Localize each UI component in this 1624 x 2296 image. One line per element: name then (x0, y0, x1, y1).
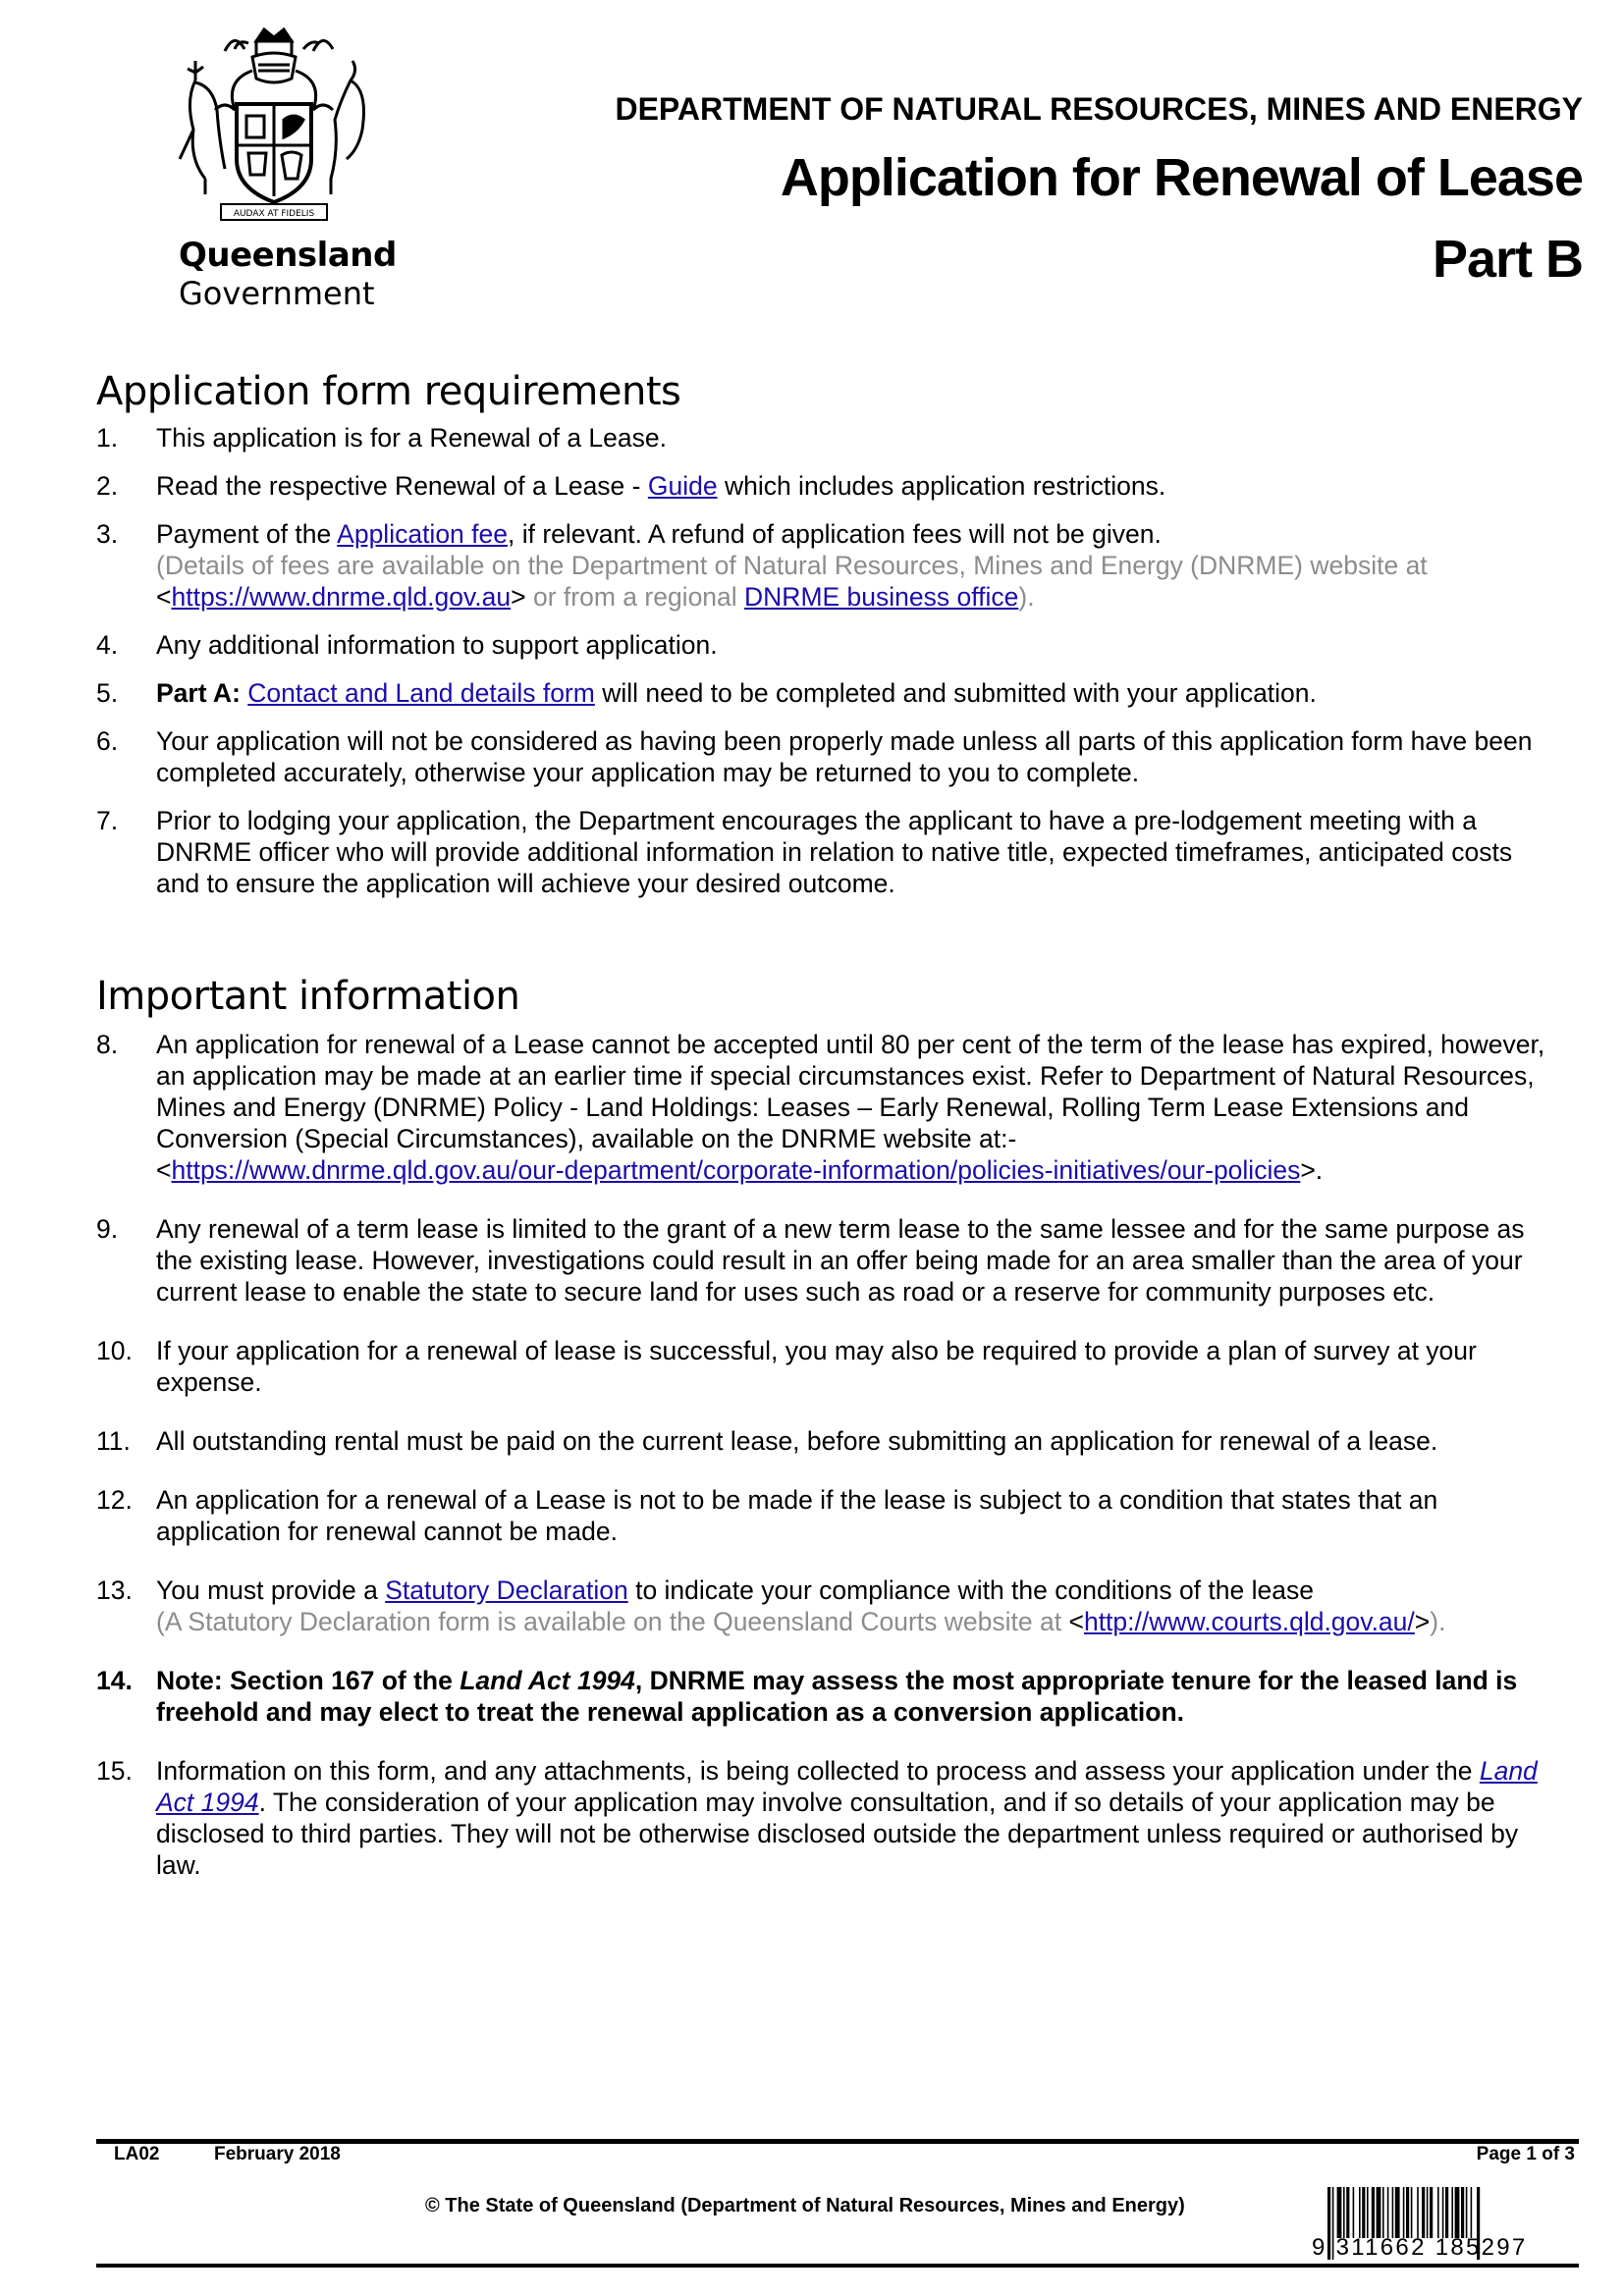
bracket-open: < (1068, 1607, 1084, 1636)
department-name: DEPARTMENT OF NATURAL RESOURCES, MINES AND ENERGY (615, 91, 1583, 127)
item-text: All outstanding rental must be paid on the current lease, before submitting an application for renewal of a lease. (156, 1426, 1438, 1456)
item-number: 14. (96, 1666, 133, 1695)
item-text: Read the respective Renewal of a Lease - (156, 471, 648, 501)
form-date: February 2018 (214, 2144, 341, 2164)
item-number: 4. (96, 630, 119, 660)
guide-link[interactable]: Guide (647, 471, 718, 501)
form-part: Part B (1432, 230, 1583, 289)
act-name: Land Act 1994 (460, 1666, 635, 1695)
item-number: 12. (96, 1485, 133, 1515)
important-list (96, 1029, 1549, 1881)
item-bold: Part A: (156, 678, 241, 708)
important-heading: Important information (96, 974, 520, 1019)
item-number: 5. (96, 678, 119, 708)
item-text: . The consideration of your application may involve consultation, and if so details of your application may be disclosed to third parties. They will not be otherwise disclosed outside the department unless required or authorised by law. (156, 1788, 1519, 1880)
list-item (96, 1029, 1549, 1186)
list-item (96, 725, 1549, 788)
list-item (96, 1425, 1549, 1457)
item-number: 7. (96, 806, 119, 835)
item-text: Payment of the (156, 519, 338, 549)
item-text: This application is for a Renewal of a Lease. (156, 423, 667, 453)
list-item (96, 677, 1549, 709)
barcode-number: 9 311662 185297 (1312, 2234, 1528, 2261)
list-item (96, 805, 1549, 899)
courts-website-link[interactable]: http://www.courts.qld.gov.au/ (1083, 1607, 1415, 1636)
item-text: , DNRME may assess the most appropriate tenure for the leased land is freehold and may elect to treat the renewal application as a conversion application. (156, 1666, 1518, 1727)
bracket-close: > (1414, 1607, 1431, 1636)
list-item (96, 1213, 1549, 1308)
item-text: If your application for a renewal of lease is successful, you may also be required to provide a plan of survey at your expense. (156, 1336, 1477, 1397)
motto-text: AUDAX AT FIDELIS (233, 209, 315, 219)
list-item (96, 1755, 1549, 1881)
list-item (96, 1335, 1549, 1398)
part-a-form-link[interactable]: Contact and Land details form (247, 678, 595, 708)
bracket-open: < (156, 1155, 172, 1185)
list-item (96, 422, 1549, 454)
page-number: Page 1 of 3 (1476, 2144, 1575, 2164)
item-number: 11. (96, 1426, 131, 1456)
item-number: 9. (96, 1214, 119, 1244)
form-code: LA02 (114, 2144, 160, 2164)
item-text: Any additional information to support application. (156, 630, 718, 660)
requirements-list (96, 422, 1549, 899)
declaration-note-end: ). (1430, 1607, 1446, 1636)
application-fee-link[interactable]: Application fee (337, 519, 508, 549)
business-office-link[interactable]: DNRME business office (744, 582, 1019, 612)
item-text: , if relevant. A refund of application fees will not be given. (508, 519, 1162, 549)
item-number: 3. (96, 519, 119, 549)
item-text: which includes application restrictions. (717, 471, 1166, 501)
item-text: Your application will not be considered as having been properly made unless all parts of this application form have been completed accurately, otherwise your application may be returned to you to complete. (156, 726, 1533, 787)
item-number: 6. (96, 726, 119, 756)
fee-note-mid: or from a regional (525, 582, 745, 612)
form-title: Application for Renewal of Lease (780, 148, 1583, 207)
item-text: An application for a renewal of a Lease is not to be made if the lease is subject to a condition that states that an application for renewal cannot be made. (156, 1485, 1438, 1546)
bracket-close: > (511, 582, 526, 612)
item-text: Note: Section 167 of the (156, 1666, 460, 1695)
statutory-declaration-link[interactable]: Statutory Declaration (385, 1575, 628, 1605)
item-number: 10. (96, 1336, 133, 1365)
item-text: to indicate your compliance with the conditions of the lease (627, 1575, 1314, 1605)
declaration-note: (A Statutory Declaration form is available on the Queensland Courts website at (156, 1607, 1069, 1636)
list-item (96, 1484, 1549, 1547)
list-item (96, 1575, 1549, 1637)
item-number: 8. (96, 1030, 119, 1059)
item-text: Prior to lodging your application, the Department encourages the applicant to have a pre-lodgement meeting with a DNRME officer who will provide additional information in relation to native title, expected timeframes, anticipated costs and to ensure the application will achieve your desired outcome. (156, 806, 1513, 898)
list-item (96, 629, 1549, 661)
dnrme-website-link[interactable]: https://www.dnrme.qld.gov.au (171, 582, 512, 612)
fee-note-end: ). (1018, 582, 1035, 612)
item-text: You must provide a (156, 1575, 386, 1605)
list-item (96, 1665, 1549, 1728)
item-text: An application for renewal of a Lease cannot be accepted until 80 per cent of the term of the lease has expired, however, an application may be made at an earlier time if special circumstances exist. Refer to Department of Natural Resources, Mines and Energy (DNRME) Policy - Land Holdings: Leases – Early Renewal, Rolling Term Lease Extensions and Conversion (Special Circumstances), available on the DNRME website at:- (156, 1030, 1545, 1153)
item-text: will need to be completed and submitted with your application. (594, 678, 1317, 708)
land-act-link[interactable]: Land Act 1994 (156, 1756, 1538, 1817)
coat-of-arms-icon (166, 22, 382, 228)
footer-bottom-divider (96, 2264, 1579, 2268)
policies-link[interactable]: https://www.dnrme.qld.gov.au/our-department/corporate-information/policies-initiatives/our-policies (171, 1155, 1301, 1185)
item-number: 13. (96, 1575, 133, 1605)
fee-note: (Details of fees are available on the Department of Natural Resources, Mines and Energy (DNRME) website at (156, 551, 1428, 580)
item-number: 15. (96, 1756, 133, 1786)
list-item (96, 518, 1549, 613)
item-number: 2. (96, 471, 119, 501)
item-text: Information on this form, and any attachments, is being collected to process and assess your application under the (156, 1756, 1480, 1786)
item-number: 1. (96, 423, 119, 453)
logo-name-line1: Queensland (179, 236, 397, 275)
bracket-open: < (156, 582, 172, 612)
requirements-heading: Application form requirements (96, 369, 681, 414)
bracket-close: >. (1300, 1155, 1324, 1185)
copyright-notice: © The State of Queensland (Department of Natural Resources, Mines and Energy) (425, 2195, 1185, 2216)
logo-name-line2: Government (179, 275, 375, 312)
list-item (96, 470, 1549, 502)
queensland-government-logo (161, 22, 397, 316)
item-text: Any renewal of a term lease is limited to the grant of a new term lease to the same lessee and for the same purpose as the existing lease. However, investigations could result in an offer being made for an area smaller than the area of your current lease to enable the state to secure land for uses such as road or a reserve for community purposes etc. (156, 1214, 1525, 1307)
